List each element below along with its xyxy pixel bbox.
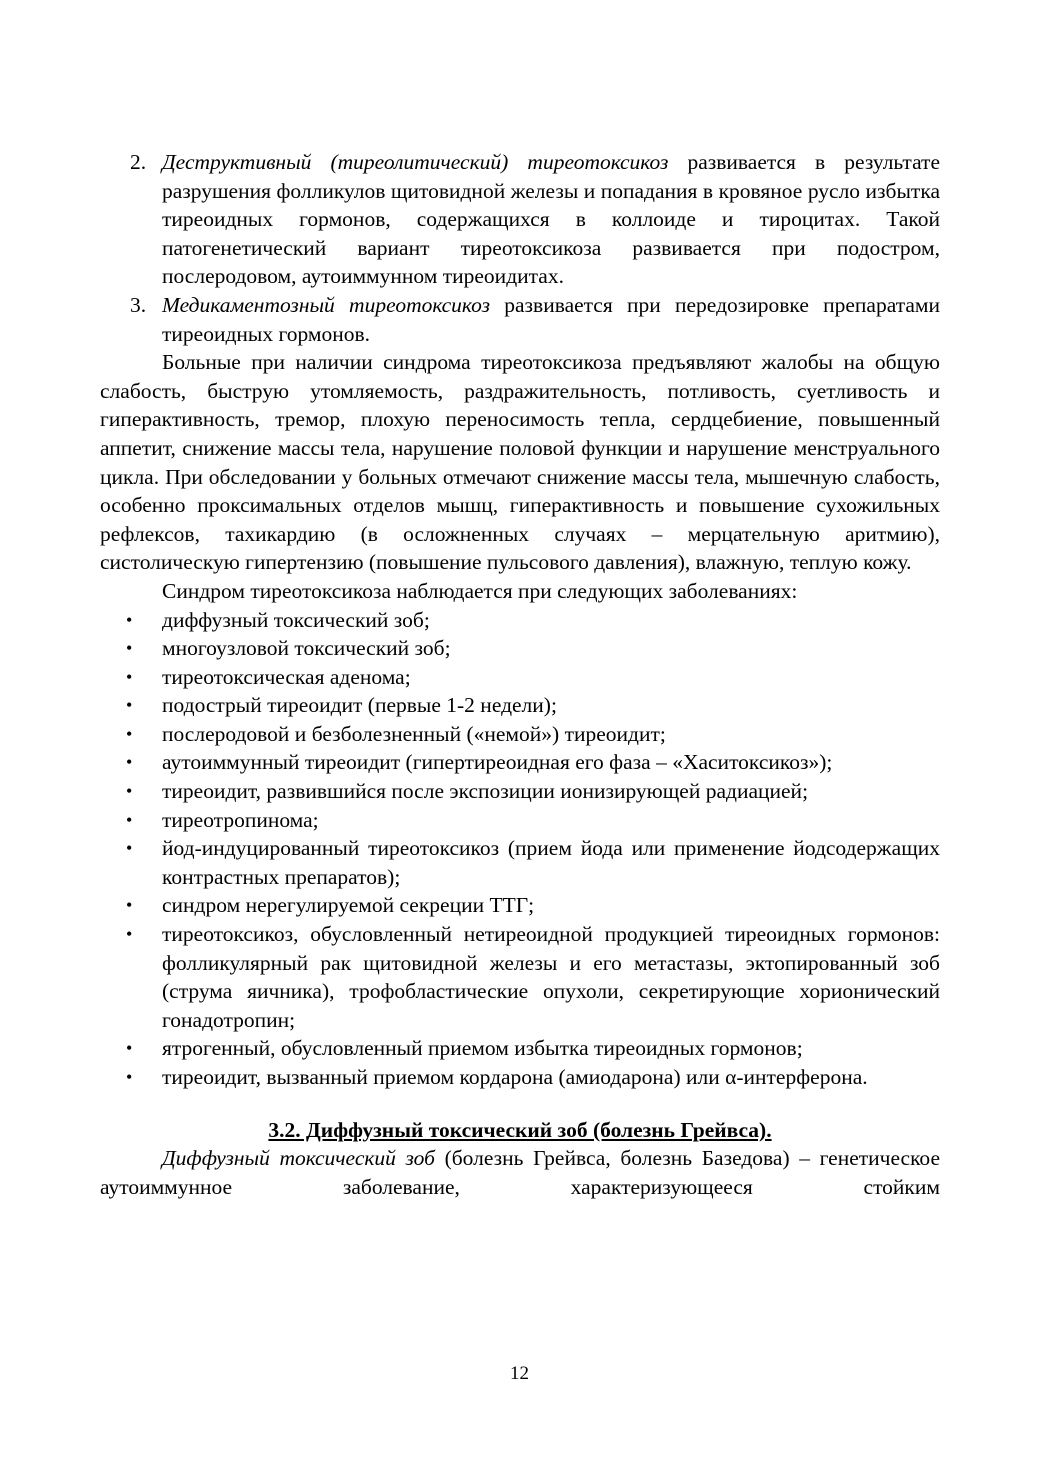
disease-list: [100, 606, 940, 1092]
paragraph-complaints: Больные при наличии синдрома тиреотоксикоза предъявляют жалобы на общую слабость, быструю утомляемость, раздражительность, потливость, суетливость и гиперактивность, тремор, плохую переносимость тепла, сердцебиение, повышенный аппетит, снижение массы тела, нарушение половой функции и нарушение менструального цикла. При обследовании у больных отмечают снижение массы тела, мышечную слабость, особенно проксимальных отделов мышц, гиперактивность и повышение сухожильных рефлексов, тахикардию (в осложненных случаях – мерцательную аритмию), систолическую гипертензию (повышение пульсового давления), влажную, теплую кожу.: [100, 350, 940, 575]
defined-term: Диффузный токсический зоб: [162, 1146, 435, 1171]
bullet-marker: •: [126, 1038, 133, 1059]
list-item-text: тиреотоксическая аденома;: [162, 664, 411, 689]
list-item: [100, 720, 940, 749]
item-number: 3.: [130, 292, 147, 317]
bullet-marker: •: [126, 666, 133, 687]
item-text: развивается в результате разрушения фолликулов щитовидной железы и попадания в кровяное русло избытка тиреоидных гормонов, содержащихся в коллоиде и тироцитах. Такой патогенетический вариант тиреотоксикоза развивается при подостром, послеродовом, аутоиммунном тиреоидитах.: [162, 150, 940, 289]
numbered-item-drug-induced: [100, 291, 940, 348]
list-item: [100, 1063, 940, 1092]
bullet-marker: •: [126, 895, 133, 916]
list-item: [100, 663, 940, 692]
bullet-marker: •: [126, 638, 133, 659]
list-item-text: синдром нерегулируемой секреции ТТГ;: [162, 893, 535, 918]
list-item: [100, 777, 940, 806]
list-item-text: диффузный токсический зоб;: [162, 607, 430, 632]
bullet-marker: •: [126, 723, 133, 744]
list-item-text: йод-индуцированный тиреотоксикоз (прием йода или применение йодсодержащих контрастных препаратов);: [162, 836, 940, 889]
paragraph-graves-definition: [100, 1144, 940, 1201]
bullet-marker: •: [126, 752, 133, 773]
item-term: Деструктивный (тиреолитический) тиреотоксикоз: [162, 150, 669, 174]
list-item-text: ятрогенный, обусловленный приемом избытка тиреоидных гормонов;: [162, 1036, 803, 1061]
list-item: [100, 606, 940, 635]
list-item: [100, 920, 940, 1034]
page-content: [100, 148, 940, 1201]
list-item-text: тиреотоксикоз, обусловленный нетиреоидной продукцией тиреоидных гормонов: фолликулярный рак щитовидной железы и его метастазы, эктопированный зоб (струма яичника), трофобластические опухоли, секретирующие хорионический гонадотропин;: [162, 922, 940, 1032]
list-item-text: тиреотропинома;: [162, 807, 319, 832]
list-item: [100, 834, 940, 891]
page-number: 12: [510, 1363, 529, 1384]
list-item: [100, 634, 940, 663]
list-item-text: тиреоидит, вызванный приемом кордарона (амиодарона) или α-интерферона.: [162, 1065, 868, 1089]
definition-text: (болезнь Грейвса, болезнь Базедова) – генетическое аутоиммунное заболевание, характеризующееся стойким: [100, 1146, 940, 1199]
list-item-text: послеродовой и безболезненный («немой») тиреоидит;: [162, 721, 666, 746]
list-item: [100, 806, 940, 835]
list-item: [100, 691, 940, 720]
list-item: [100, 748, 940, 777]
list-item-text: многоузловой токсический зоб;: [162, 636, 451, 661]
item-term: Медикаментозный тиреотоксикоз: [162, 292, 490, 317]
bullet-marker: •: [126, 924, 133, 945]
bullet-marker: •: [126, 838, 133, 859]
bullet-marker: •: [126, 781, 133, 802]
list-item: [100, 891, 940, 920]
bullet-marker: •: [126, 695, 133, 716]
numbered-item-destructive: [100, 148, 940, 291]
bullet-marker: •: [126, 809, 133, 830]
list-item: [100, 1034, 940, 1063]
paragraph-intro-list: Синдром тиреотоксикоза наблюдается при следующих заболеваниях:: [162, 578, 798, 603]
bullet-marker: •: [126, 1067, 133, 1087]
section-heading: 3.2. Диффузный токсический зоб (болезнь Грейвса).: [268, 1117, 772, 1142]
list-item-text: подострый тиреоидит (первые 1-2 недели);: [162, 693, 557, 718]
list-item-text: тиреоидит, развившийся после экспозиции ионизирующей радиацией;: [162, 779, 809, 804]
list-item-text: аутоиммунный тиреоидит (гипертиреоидная его фаза – «Хаситоксикоз»);: [162, 750, 833, 775]
item-text: развивается при передозировке препаратами тиреоидных гормонов.: [162, 292, 941, 346]
item-number: 2.: [130, 150, 147, 174]
bullet-marker: •: [126, 609, 133, 630]
